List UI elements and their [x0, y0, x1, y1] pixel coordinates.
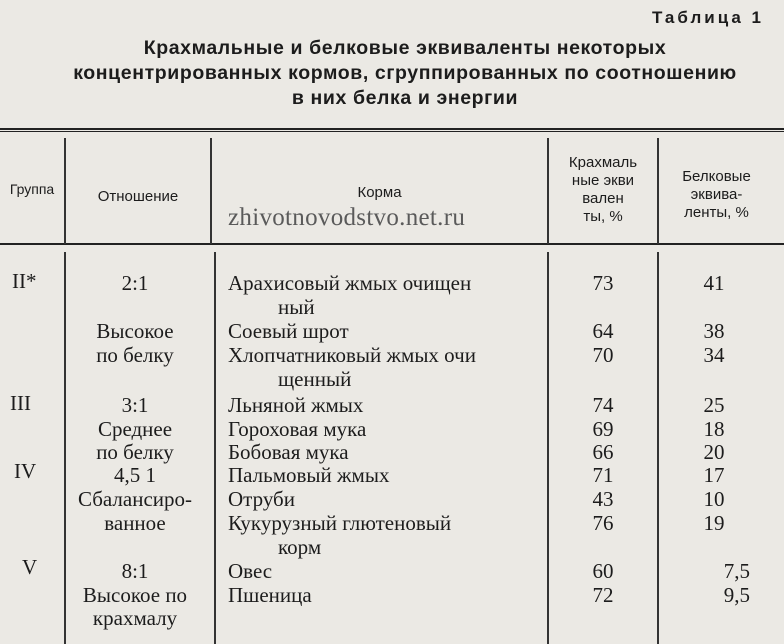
ratio-value: 8:1	[121, 559, 149, 583]
starch-value: 60	[592, 559, 614, 583]
feed-name: Овес	[228, 559, 273, 583]
group-label	[12, 270, 37, 293]
feed-name: Гороховая мука	[228, 417, 367, 441]
feed-name: Кукурузный глютеновый	[228, 511, 452, 535]
ratio-value: 3:1	[121, 393, 149, 417]
ratio-label: Среднее	[97, 417, 173, 441]
watermark-text: zhivotnovodstvo.net.ru	[228, 204, 466, 231]
header-protein-line: эквива-	[690, 186, 743, 203]
protein-value: 7,5	[723, 559, 750, 583]
starch-value: 70	[592, 343, 614, 367]
ratio-label: по белку	[96, 440, 174, 464]
feed-name-cont: корм	[278, 535, 322, 559]
starch-value: 64	[592, 319, 614, 343]
protein-value: 18	[703, 417, 725, 441]
protein-value: 38	[703, 319, 725, 343]
feed-name: Пшеница	[228, 583, 312, 607]
feed-name: Льняной жмых	[228, 393, 364, 417]
header-starch-line: вален	[582, 190, 624, 207]
header-starch-line: ные экви	[571, 172, 635, 189]
group-label: III	[10, 391, 31, 415]
title-line: Крахмальные и белковые эквиваленты некоторых	[143, 37, 667, 59]
starch-value: 76	[592, 511, 614, 535]
header-group: Группа	[9, 181, 55, 197]
column-divider	[214, 252, 216, 644]
group-label: IV	[14, 459, 37, 483]
protein-value: 34	[703, 343, 725, 367]
starch-value: 72	[592, 583, 614, 607]
ratio-value: 2:1	[121, 271, 149, 295]
title-line: в них белка и энергии	[291, 87, 519, 109]
feed-name: Пальмовый жмых	[228, 463, 390, 487]
protein-value: 20	[703, 440, 725, 464]
feed-name: Отруби	[228, 487, 295, 511]
feed-name: Бобовая мука	[228, 440, 349, 464]
header-feeds: Корма	[357, 184, 402, 201]
protein-value: 9,5	[723, 583, 750, 607]
ratio-value: 4,5 1	[114, 463, 156, 487]
protein-value: 25	[703, 393, 725, 417]
header-starch-line: ты, %	[583, 208, 623, 225]
ratio-label: Высокое	[96, 319, 174, 343]
top-rule-inner	[0, 131, 784, 132]
header-starch	[549, 154, 657, 226]
feed-name: Арахисовый жмых очищен	[228, 271, 472, 295]
ratio-label: ванное	[104, 511, 166, 535]
starch-value: 71	[592, 463, 614, 487]
header-starch-line: Крахмаль	[568, 154, 638, 171]
header-protein-line: Белковые	[682, 168, 751, 185]
starch-value: 43	[592, 487, 614, 511]
ratio-label: Высокое по	[82, 583, 188, 607]
group-label-text: II*	[12, 269, 37, 293]
protein-value: 41	[703, 271, 725, 295]
feed-name-cont: щенный	[278, 367, 352, 391]
table-label: Таблица 1	[651, 8, 764, 27]
feed-name: Хлопчатниковый жмых очи	[228, 343, 476, 367]
feed-name-cont: ный	[278, 295, 315, 319]
protein-value: 19	[703, 511, 725, 535]
header-rule	[0, 243, 784, 245]
title-line: концентрированных кормов, сгруппированных по соотношению	[73, 62, 737, 84]
header-protein-line: ленты, %	[684, 204, 749, 221]
ratio-label: Сбалансиро-	[77, 487, 193, 511]
feed-name: Соевый шрот	[228, 319, 349, 343]
starch-value: 73	[592, 271, 614, 295]
starch-value: 66	[592, 440, 614, 464]
protein-value: 17	[703, 463, 725, 487]
ratio-label: крахмалу	[92, 606, 178, 630]
protein-value: 10	[703, 487, 725, 511]
group-label: V	[22, 555, 38, 579]
starch-value: 69	[592, 417, 614, 441]
top-rule	[0, 128, 784, 130]
header-protein	[659, 168, 774, 222]
table-title	[60, 36, 750, 111]
ratio-label: по белку	[96, 343, 174, 367]
header-ratio: Отношение	[97, 188, 179, 205]
starch-value: 74	[592, 393, 614, 417]
